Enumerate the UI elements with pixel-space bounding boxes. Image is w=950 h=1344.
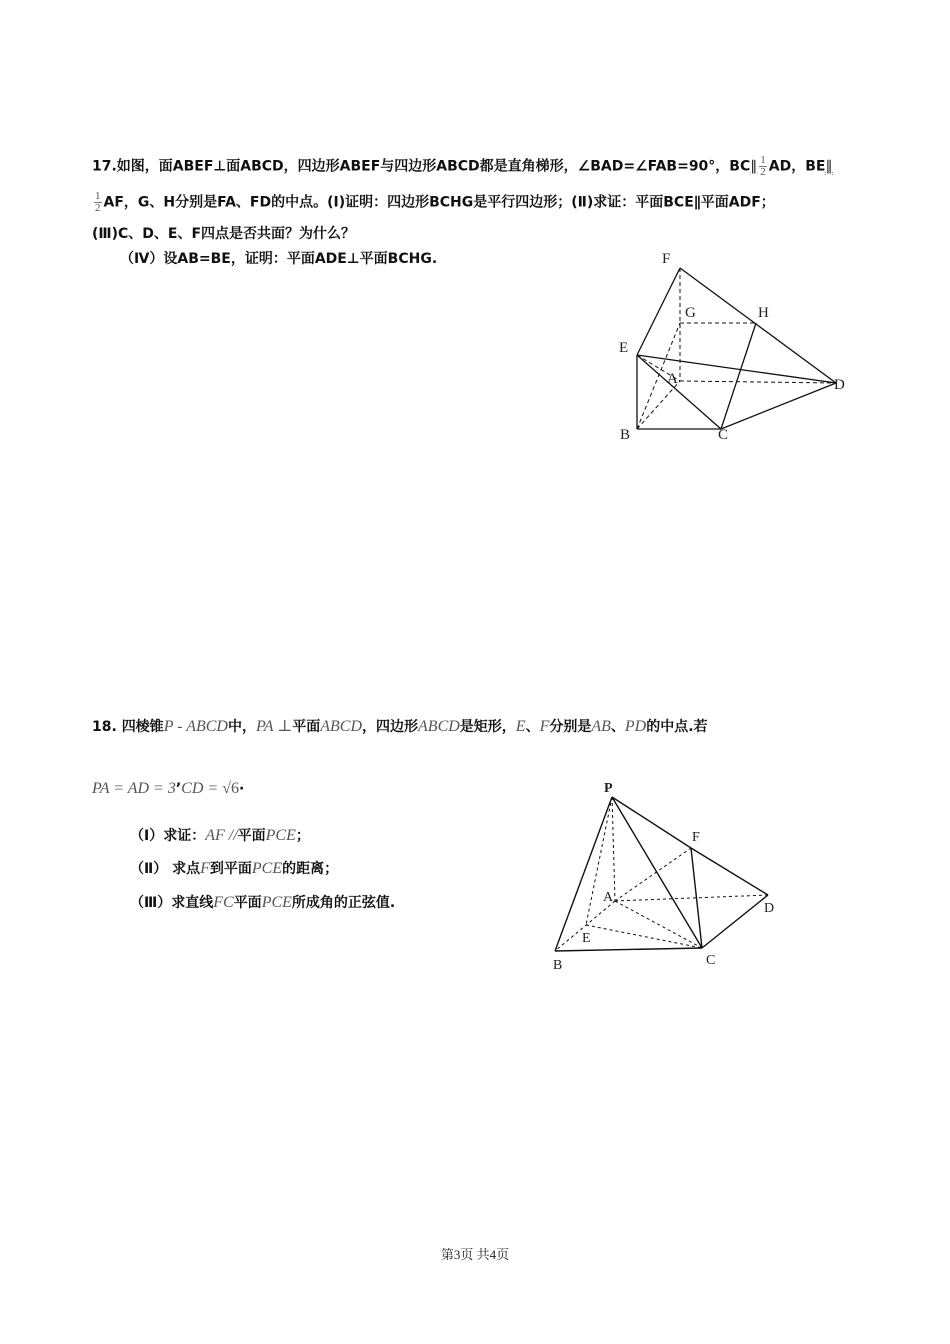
q17-line-1 [92, 155, 832, 178]
q18-p2-a: （Ⅱ） 求点 [130, 861, 201, 877]
q18-cond-b: CD = [181, 780, 223, 797]
q18-p1-c: ； [295, 828, 310, 844]
q18-p1-m: AF // [205, 827, 238, 844]
q17-label-D: D [834, 377, 845, 393]
q18-p3-c: 所成角的正弦值. [291, 895, 396, 911]
q18-p1-b: 平面 [237, 828, 266, 844]
q18-p3-a: （Ⅲ）求直线 [130, 895, 214, 911]
q18-text-5: 是矩形， [459, 719, 516, 735]
q18-math-6: F [539, 718, 550, 735]
q18-math-7: AB [591, 718, 611, 735]
q18-p1-a: （Ⅰ）求证： [130, 828, 206, 844]
q17-line1-b: AD，BE [768, 158, 826, 175]
q18-label-P: P [604, 781, 613, 796]
q18-cond-sqrt: √6 [222, 780, 239, 797]
q18-cond-a: PA = AD = 3 [92, 780, 176, 797]
q17-label-F: F [662, 251, 671, 267]
q17-label-H: H [758, 305, 769, 321]
q17-label-B: B [620, 427, 631, 443]
q18-p3-b: 平面 [233, 895, 262, 911]
q18-math-4: ABCD [418, 718, 460, 735]
q17-line-4: （Ⅳ）设AB=BE，证明：平面ADE⊥平面BCHG. [120, 251, 438, 267]
q18-text-3: 平面 [292, 719, 321, 735]
q17-line-2 [92, 191, 775, 214]
q18-condition [92, 780, 244, 798]
q18-part-2 [130, 858, 338, 878]
half-fraction: $\frac{1}{2}$ [760, 154, 766, 178]
q17-line2-text: AF，G、H分别是FA、FD的中点。(Ⅰ)证明：四边形BCHG是平行四边形；(Ⅱ)求证：平面BCE∥平面ADF； [103, 194, 775, 211]
q18-p2-m2: PCE [251, 860, 283, 877]
q18-p2-c: 的距离； [282, 861, 339, 877]
q18-part-3 [130, 892, 395, 912]
q18-p2-m: F [200, 860, 210, 877]
q18-text-2: 中， [227, 719, 256, 735]
q18-text-6: 、 [525, 719, 540, 735]
q17-label-E: E [619, 340, 629, 356]
half-fraction-2: $\frac{1}{2}$ [95, 190, 101, 214]
q18-text-8: 、 [610, 719, 625, 735]
q18-label-F: F [692, 830, 700, 845]
q17-line-3: (Ⅲ)C、D、E、F四点是否共面？为什么？ [92, 226, 356, 242]
q18-math-1: P - ABCD [163, 718, 228, 735]
q17-figure [610, 245, 870, 450]
parallel-symbol: ∥ [750, 159, 758, 175]
q18-text-4: ，四边形 [362, 719, 419, 735]
q18-cond-end: · [238, 781, 245, 797]
parallel-symbol-2: ∥ [825, 159, 833, 175]
q18-p1-m2: PCE [265, 827, 296, 844]
q18-p2-b: 到平面 [209, 861, 252, 877]
q18-math-2: PA ⊥ [255, 718, 293, 735]
q17-label-A: A [667, 371, 678, 387]
q18-stem [92, 716, 708, 736]
q17-line1-a: 17.如图，面ABEF⊥面ABCD，四边形ABEF与四边形ABCD都是直角梯形，∠BAD=∠FAB=90°，BC [92, 158, 751, 175]
q18-cond-sep: ’ [175, 781, 182, 797]
q18-label-E: E [582, 931, 591, 946]
q18-number: 18. [92, 719, 117, 735]
q18-p3-m: FC [213, 894, 234, 911]
q18-p3-m2: PCE [261, 894, 292, 911]
q18-label-A: A [603, 890, 614, 905]
q18-label-B: B [553, 958, 563, 973]
q18-math-3: ABCD [320, 718, 363, 735]
q17-label-C: C [718, 427, 729, 443]
page-footer: 第3页 共4页 [440, 1247, 510, 1262]
q18-math-8: PD [624, 718, 647, 735]
q18-label-C: C [706, 953, 716, 968]
q18-text-9: 的中点.若 [646, 719, 708, 735]
q18-figure [540, 775, 800, 980]
q17-label-G: G [685, 305, 696, 321]
q18-label-D: D [764, 901, 775, 916]
q18-text-7: 分别是 [549, 719, 592, 735]
q18-part-1 [130, 825, 310, 845]
q18-text-1: 四棱锥 [121, 719, 164, 735]
q18-math-5: E [515, 718, 526, 735]
